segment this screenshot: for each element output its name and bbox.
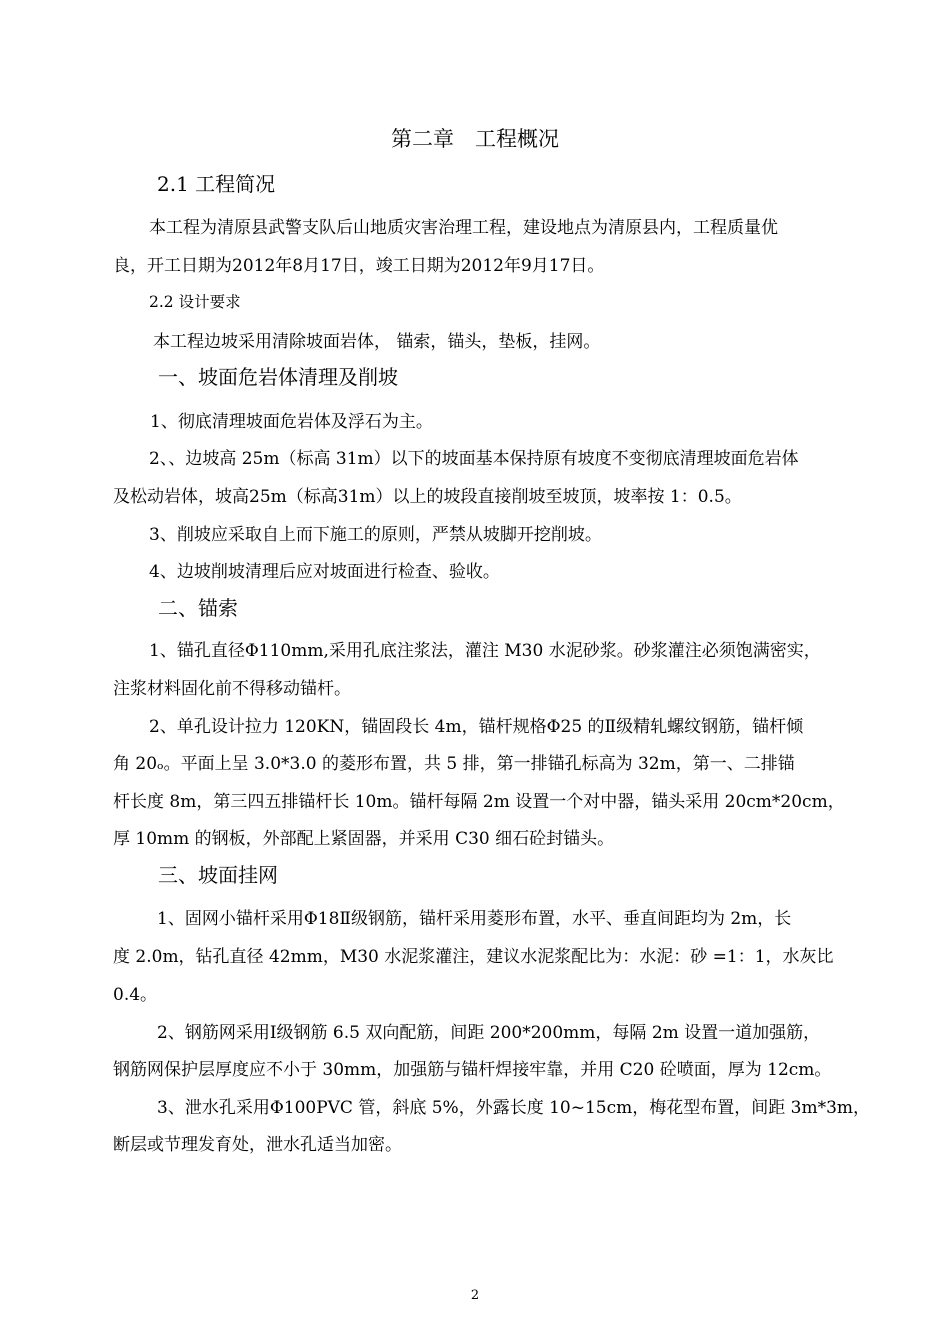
part1-item-4: 4、边坡削坡清理后应对坡面进行检查、验收。 [149,562,500,582]
part3-heading: 三、坡面挂网 [158,863,278,887]
part1-item-1: 1、彻底清理坡面危岩体及浮石为主。 [150,412,433,432]
part2-item-2-line-2: 角 20ₒ。平面上呈 3.0*3.0 的菱形布置，共 5 排，第一排锚孔标高为 32m，第一、二排锚 [113,754,795,774]
chapter-title: 第二章 工程概况 [391,127,559,151]
part2-item-2-line-1: 2、单孔设计拉力 120KN，锚固段长 4m，锚杆规格Φ25 的Ⅱ级精轧螺纹钢筋，锚杆倾 [149,717,804,737]
part1-heading: 一、坡面危岩体清理及削坡 [158,365,398,389]
section-2-1-heading: 2.1 工程简况 [157,172,276,196]
part2-item-2-line-3: 杆长度 8m，第三四五排锚杆长 10m。锚杆每隔 2m 设置一个对中器，锚头采用 20cm*20cm， [113,792,845,812]
part3-item-3-line-2: 断层或节理发育处，泄水孔适当加密。 [113,1135,402,1155]
part2-item-2-line-4: 厚 10mm 的钢板，外部配上紧固器，并采用 C30 细石砼封锚头。 [113,829,615,849]
part3-item-1-line-2: 度 2.0m，钻孔直径 42mm，M30 水泥浆灌注，建议水泥浆配比为：水泥：砂 =1：1，水灰比 [113,947,834,967]
design-requirements-line: 本工程边坡采用清除坡面岩体， 锚索，锚头，垫板，挂网。 [153,332,601,352]
part2-heading: 二、锚索 [158,596,238,620]
section-2-2-heading: 2.2 设计要求 [149,293,241,311]
part1-item-3: 3、削坡应采取自上而下施工的原则，严禁从坡脚开挖削坡。 [149,525,602,545]
part3-item-2-line-2: 钢筋网保护层厚度应不小于 30mm，加强筋与锚杆焊接牢靠，并用 C20 砼喷面，厚为 12cm。 [113,1060,832,1080]
part2-item-1-line-1: 1、锚孔直径Φ110mm,采用孔底注浆法，灌注 M30 水泥砂浆。砂浆灌注必须饱满密实， [149,641,821,661]
part1-item-2-line-2: 及松动岩体，坡高25m（标高31m）以上的坡段直接削坡至坡顶，坡率按 1：0.5。 [113,487,742,507]
part1-item-2-line-1: 2、、边坡高 25m（标高 31m）以下的坡面基本保持原有坡度不变彻底清理坡面危岩体 [149,449,799,469]
part3-item-2-line-1: 2、钢筋网采用Ⅰ级钢筋 6.5 双向配筋，间距 200*200mm，每隔 2m 设置一道加强筋， [157,1023,821,1043]
part3-item-1-line-1: 1、固网小锚杆采用Φ18Ⅱ级钢筋，锚杆采用菱形布置，水平、垂直间距均为 2m，长 [157,909,792,929]
part2-item-1-line-2: 注浆材料固化前不得移动锚杆。 [113,679,351,699]
part3-item-3-line-1: 3、泄水孔采用Φ100PVC 管，斜底 5%，外露长度 10~15cm，梅花型布置，间距 3m*3m， [157,1098,871,1118]
overview-line-1: 本工程为清原县武警支队后山地质灾害治理工程，建设地点为清原县内，工程质量优 [149,218,778,238]
part3-item-1-line-3: 0.4。 [113,985,158,1005]
page-number: 2 [470,1288,480,1303]
overview-line-2: 良，开工日期为2012年8月17日，竣工日期为2012年9月17日。 [113,256,605,276]
